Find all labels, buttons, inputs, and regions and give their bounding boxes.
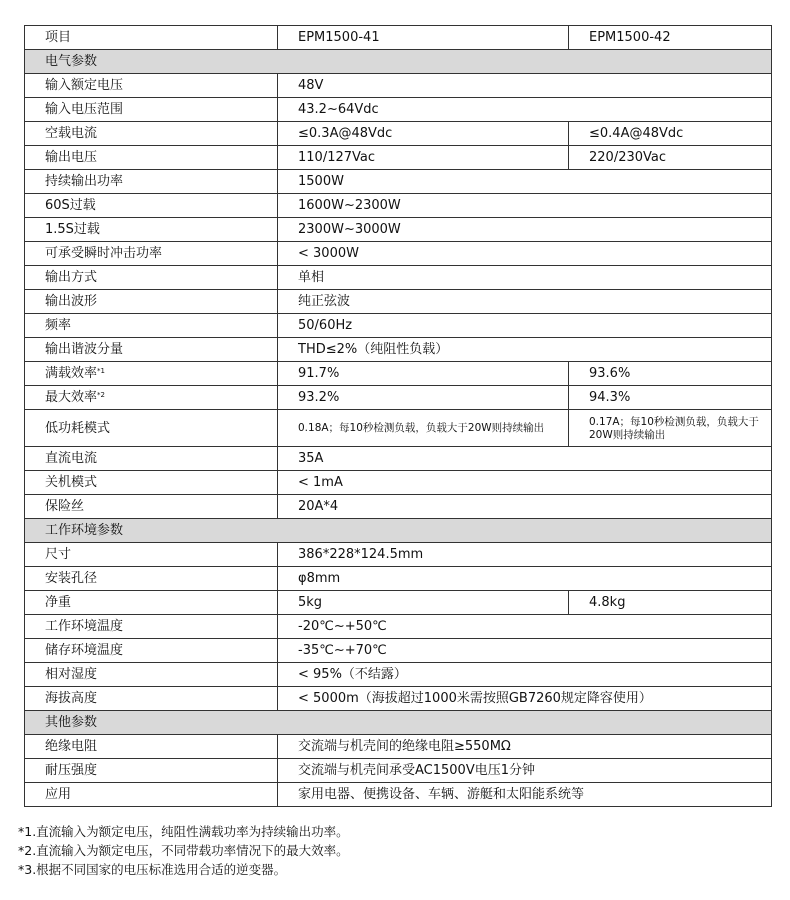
table-row	[25, 146, 772, 170]
table-row	[25, 290, 772, 314]
table-row	[25, 314, 772, 338]
table-row	[25, 386, 772, 410]
row-value-41: 110/127Vac	[278, 146, 569, 170]
footnote: *1.直流输入为额定电压，纯阻性满载功率为持续输出功率。	[18, 824, 349, 839]
header-model-42: EPM1500-42	[569, 26, 772, 50]
row-label: 1.5S过载	[25, 218, 278, 242]
row-value-42: 0.17A；每10秒检测负载，负载大于20W则持续输出	[569, 410, 772, 447]
row-label: 应用	[25, 783, 278, 807]
row-value: 35A	[278, 447, 772, 471]
row-value: 家用电器、便携设备、车辆、游艇和太阳能系统等	[278, 783, 772, 807]
row-label: 输入电压范围	[25, 98, 278, 122]
row-value-41: ≤0.3A@48Vdc	[278, 122, 569, 146]
row-label: 海拔高度	[25, 687, 278, 711]
row-label: 耐压强度	[25, 759, 278, 783]
row-label: 输出波形	[25, 290, 278, 314]
row-value: 386*228*124.5mm	[278, 543, 772, 567]
row-value-41: 93.2%	[278, 386, 569, 410]
row-label: 直流电流	[25, 447, 278, 471]
row-value: 单相	[278, 266, 772, 290]
section-environment	[25, 519, 772, 543]
row-value: -35℃~+70℃	[278, 639, 772, 663]
row-label: 频率	[25, 314, 278, 338]
row-value: 43.2~64Vdc	[278, 98, 772, 122]
row-value: < 1mA	[278, 471, 772, 495]
row-value: < 95%（不结露）	[278, 663, 772, 687]
table-row	[25, 338, 772, 362]
row-value: THD≤2%（纯阻性负载）	[278, 338, 772, 362]
table-row	[25, 471, 772, 495]
row-label: 空载电流	[25, 122, 278, 146]
header-row	[25, 26, 772, 50]
row-value: 交流端与机壳间承受AC1500V电压1分钟	[278, 759, 772, 783]
section-title: 其他参数	[25, 711, 772, 735]
row-value-42: 4.8kg	[569, 591, 772, 615]
header-item-label: 项目	[25, 26, 278, 50]
row-label: 绝缘电阻	[25, 735, 278, 759]
row-value-41: 0.18A；每10秒检测负载，负载大于20W则持续输出	[278, 410, 569, 447]
table-row	[25, 639, 772, 663]
table-row	[25, 615, 772, 639]
footnote-marker: *2	[97, 391, 105, 399]
row-value-41: 5kg	[278, 591, 569, 615]
section-electrical	[25, 50, 772, 74]
table-row	[25, 543, 772, 567]
row-value: 1600W~2300W	[278, 194, 772, 218]
table-row	[25, 687, 772, 711]
row-label: 输出方式	[25, 266, 278, 290]
table-row	[25, 663, 772, 687]
table-row	[25, 122, 772, 146]
row-label: 关机模式	[25, 471, 278, 495]
row-value: 20A*4	[278, 495, 772, 519]
row-value-42: 94.3%	[569, 386, 772, 410]
row-label: 输出电压	[25, 146, 278, 170]
row-value-41: 91.7%	[278, 362, 569, 386]
table-row	[25, 266, 772, 290]
table-row	[25, 362, 772, 386]
row-value: 48V	[278, 74, 772, 98]
table-row	[25, 98, 772, 122]
section-other	[25, 711, 772, 735]
row-label: 满载效率	[45, 366, 98, 381]
row-value: 2300W~3000W	[278, 218, 772, 242]
footnote: *2.直流输入为额定电压，不同带载功率情况下的最大效率。	[18, 843, 349, 858]
row-label: 储存环境温度	[25, 639, 278, 663]
row-label: 输入额定电压	[25, 74, 278, 98]
row-value: -20℃~+50℃	[278, 615, 772, 639]
table-row	[25, 447, 772, 471]
row-label: 可承受瞬时冲击功率	[25, 242, 278, 266]
row-value: 纯正弦波	[278, 290, 772, 314]
row-label: 净重	[25, 591, 278, 615]
table-row	[25, 759, 772, 783]
table-row	[25, 567, 772, 591]
row-value-42: ≤0.4A@48Vdc	[569, 122, 772, 146]
row-label: 输出谐波分量	[25, 338, 278, 362]
footnote: *3.根据不同国家的电压标准选用合适的逆变器。	[18, 862, 287, 877]
row-label-cell	[25, 362, 278, 386]
spec-table	[24, 25, 772, 807]
row-label: 低功耗模式	[25, 410, 278, 447]
row-label: 最大效率	[45, 390, 98, 405]
footnotes	[18, 822, 349, 879]
row-value: 50/60Hz	[278, 314, 772, 338]
row-label: 工作环境温度	[25, 615, 278, 639]
row-label: 安装孔径	[25, 567, 278, 591]
row-value: 1500W	[278, 170, 772, 194]
table-row	[25, 591, 772, 615]
section-title: 电气参数	[25, 50, 772, 74]
table-row	[25, 74, 772, 98]
table-row	[25, 495, 772, 519]
row-label: 持续输出功率	[25, 170, 278, 194]
row-label: 保险丝	[25, 495, 278, 519]
table-row	[25, 170, 772, 194]
row-value: < 3000W	[278, 242, 772, 266]
table-row	[25, 783, 772, 807]
row-label-cell	[25, 386, 278, 410]
table-row	[25, 410, 772, 447]
row-label: 相对湿度	[25, 663, 278, 687]
row-value: 交流端与机壳间的绝缘电阻≥550MΩ	[278, 735, 772, 759]
table-row	[25, 242, 772, 266]
row-label: 60S过载	[25, 194, 278, 218]
table-row	[25, 194, 772, 218]
row-value-42: 93.6%	[569, 362, 772, 386]
table-row	[25, 218, 772, 242]
header-model-41: EPM1500-41	[278, 26, 569, 50]
row-label: 尺寸	[25, 543, 278, 567]
row-value-42: 220/230Vac	[569, 146, 772, 170]
section-title: 工作环境参数	[25, 519, 772, 543]
row-value: < 5000m（海拔超过1000米需按照GB7260规定降容使用）	[278, 687, 772, 711]
table-row	[25, 735, 772, 759]
row-value: φ8mm	[278, 567, 772, 591]
footnote-marker: *1	[97, 367, 105, 375]
